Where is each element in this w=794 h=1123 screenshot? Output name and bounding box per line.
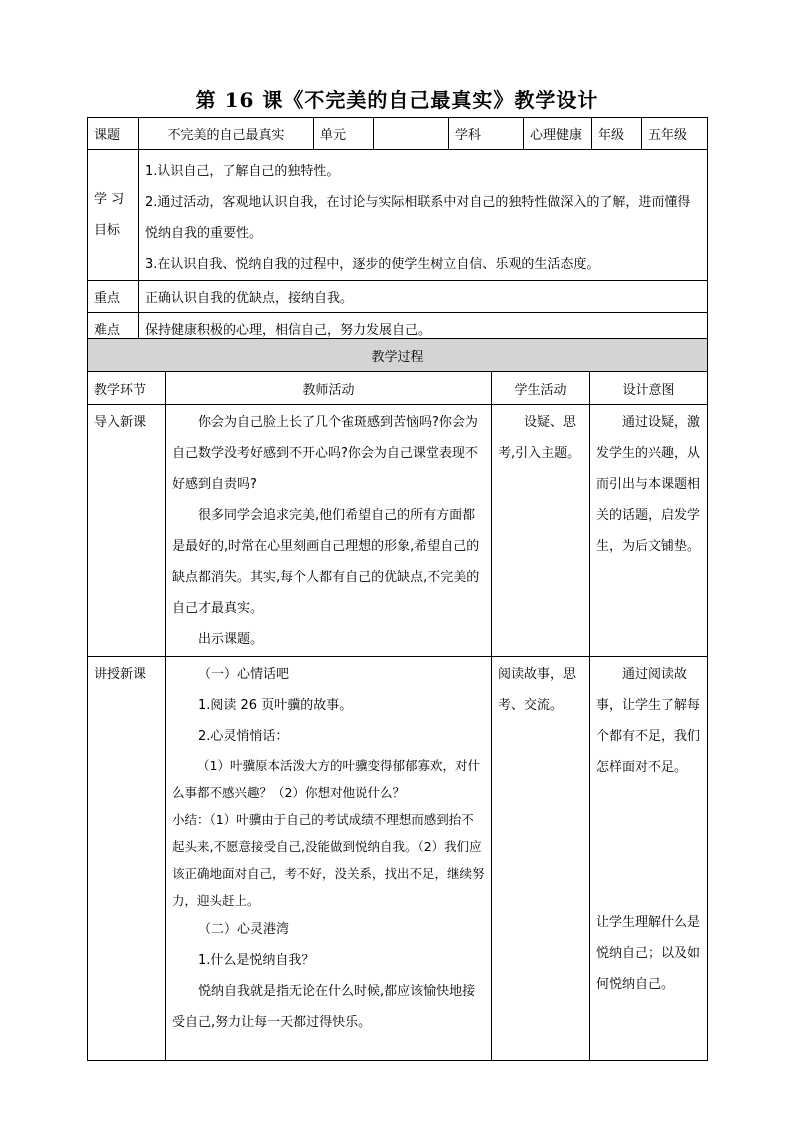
intent-paragraph: 通过阅读故事，让学生了解每个都有不足，我们怎样面对不足。 [596,667,701,775]
student-activity: 阅读故事，思考、交流。 [492,657,590,1061]
teacher-paragraph: 2.心灵悄悄话： [198,729,289,744]
header-student: 学生活动 [492,372,590,405]
grade-label: 年级 [592,118,642,150]
lesson-value: 不完美的自己最真实 [139,118,314,150]
key-point-row [88,281,708,313]
header-stage: 教学环节 [88,372,166,405]
process-band [88,339,708,372]
lesson-label: 课题 [88,118,139,150]
key-value: 正确认识自我的优缺点，接纳自我。 [139,281,708,313]
teacher-paragraph: 悦纳自我就是指无论在什么时候,都应该愉快地接受自己,努力让每一天都过得快乐。 [172,984,476,1030]
goal-item: 1.认识自己，了解自己的独特性。 [145,164,340,179]
difficulty-value: 保持健康积极的心理，相信自己，努力发展自己。 [139,313,708,345]
teacher-paragraph: 很多同学会追求完美,他们希望自己的所有方面都是最好的,时常在心里刻画自己理想的形象,希望自己的缺点都消失。其实,每个人都有自己的优缺点,不完美的自己才最真实。 [172,508,480,616]
subject-value: 心理健康 [524,118,592,150]
process-band-title: 教学过程 [88,339,708,372]
goals-row [88,150,708,281]
teacher-paragraph: 你会为自己脸上长了几个雀斑感到苦恼吗?你会为自己数学没考好感到不开心吗?你会为自己课堂表现不好感到自责吗? [172,415,478,492]
design-intent [590,657,708,1061]
header-intent: 设计意图 [590,372,708,405]
process-row-intro [88,405,708,657]
goal-item: 3.在认识自我、悦纳自我的过程中，逐步的使学生树立自信、乐观的生活态度。 [145,257,600,272]
teacher-paragraph: （一）心情话吧 [198,667,290,682]
goals-label: 学 习 目标 [88,150,139,281]
teacher-paragraph: 1.阅读 26 页叶骥的故事。 [198,698,353,713]
goal-item: 2.通过活动，客观地认识自我，在讨论与实际相联系中对自己的独特性做深入的了解，进而懂得悦纳自我的重要性。 [145,195,691,241]
stage-cell: 导入新课 [88,405,166,657]
unit-label: 单元 [314,118,374,150]
lesson-info-table [87,117,708,345]
page-title: 第 16 课《不完美的自己最真实》教学设计 [195,88,599,112]
process-row-new-lesson [88,657,708,1061]
design-intent: 通过设疑，激发学生的兴趣，从而引出与本课题相关的话题，启发学生，为后文铺垫。 [590,405,708,657]
teacher-paragraph: （二）心灵港湾 [198,922,290,937]
teacher-paragraph: 1.什么是悦纳自我？ [198,953,315,968]
student-activity: 设疑、思考,引入主题。 [492,405,590,657]
info-row [88,118,708,150]
teacher-summary: 小结：（1）叶骥由于自己的考试成绩不理想而感到抬不起头来,不愿意接受自己,没能做到悦纳自我。（2）我们应该正确地面对自己，考不好，没关系，找出不足，继续努力，迎头赶上。 [172,812,485,908]
grade-value: 五年级 [642,118,708,150]
intent-paragraph: 让学生理解什么是悦纳自己；以及如何悦纳自己。 [596,915,701,992]
difficulty-label: 难点 [88,313,139,345]
teacher-paragraph: （1）叶骥原本活泼大方的叶骥变得郁郁寡欢，对什么事都不感兴趣？（2）你想对他说什么？ [172,758,480,800]
teaching-process-table [87,338,708,1061]
goals-cell [139,150,708,281]
teacher-paragraph: 出示课题。 [198,632,264,647]
unit-value [374,118,449,150]
stage-cell: 讲授新课 [88,657,166,1061]
header-teacher: 教师活动 [166,372,492,405]
subject-label: 学科 [449,118,524,150]
process-header-row [88,372,708,405]
teacher-activity [166,657,492,1061]
key-label: 重点 [88,281,139,313]
teacher-activity [166,405,492,657]
